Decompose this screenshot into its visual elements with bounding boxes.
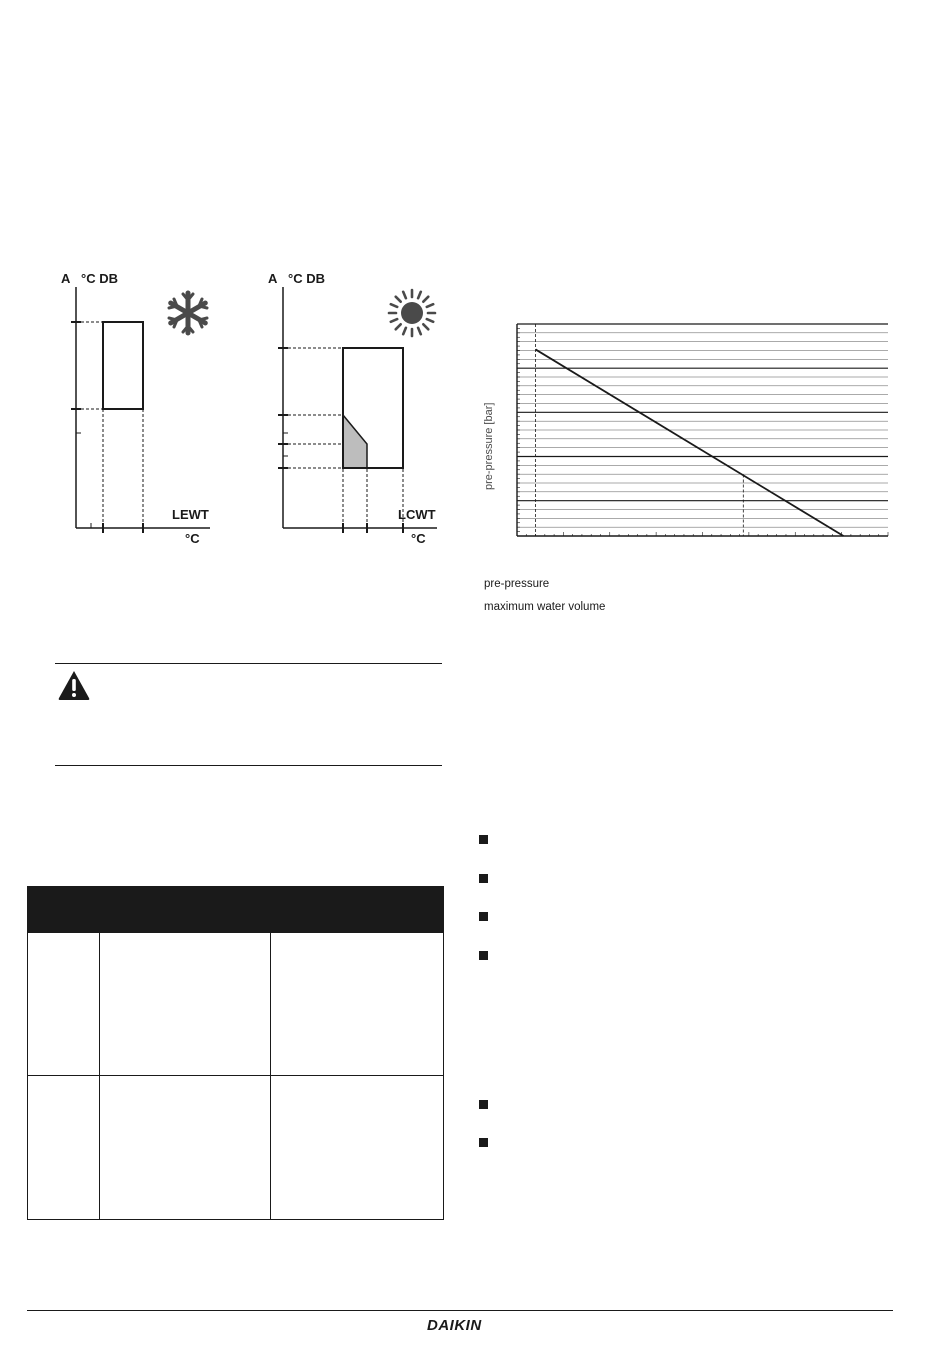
table-header-corner	[28, 887, 100, 933]
table-header-col1	[100, 908, 271, 933]
table-row-1-cell-1	[100, 933, 271, 1076]
heating-axis-a-label: A	[268, 271, 278, 286]
table-header-col2	[271, 908, 444, 933]
warning-icon	[57, 669, 91, 701]
table-row-2-cell-2	[271, 1076, 444, 1220]
bullet-marker	[479, 1100, 488, 1109]
table-row-2-label	[28, 1076, 100, 1220]
table-row-1-label	[28, 933, 100, 1076]
table-row-1-cell-2	[271, 933, 444, 1076]
table-row-2-cell-1	[100, 1076, 271, 1220]
warning-bottom-rule	[55, 765, 442, 766]
cooling-axis-a-label: A	[61, 271, 71, 286]
chart-y-axis-label: pre-pressure [bar]	[483, 402, 495, 490]
table-header-group	[100, 887, 444, 908]
warning-top-rule	[55, 663, 442, 664]
bullet-marker	[479, 874, 488, 883]
heating-x-label: LCWT	[398, 507, 436, 522]
spec-table	[27, 886, 444, 1220]
chart-grid	[517, 324, 888, 536]
heating-y-unit-label: °C DB	[288, 271, 325, 286]
snowflake-icon	[164, 289, 212, 337]
bullet-marker	[479, 1138, 488, 1147]
pre-pressure-chart-svg	[478, 318, 898, 548]
sun-icon	[387, 288, 437, 338]
bullet-marker	[479, 912, 488, 921]
daikin-logo: DAIKIN	[427, 1317, 482, 1334]
footer-rule	[27, 1310, 893, 1311]
cooling-y-unit-label: °C DB	[81, 271, 118, 286]
bullet-marker	[479, 951, 488, 960]
cooling-x-label: LEWT	[172, 507, 209, 522]
legend-max-water-volume: maximum water volume	[484, 601, 606, 613]
cooling-x-unit-label: °C	[185, 531, 200, 546]
heating-x-unit-label: °C	[411, 531, 426, 546]
bullet-marker	[479, 835, 488, 844]
legend-pre-pressure: pre-pressure	[484, 578, 550, 590]
chart-series-line	[536, 349, 844, 536]
